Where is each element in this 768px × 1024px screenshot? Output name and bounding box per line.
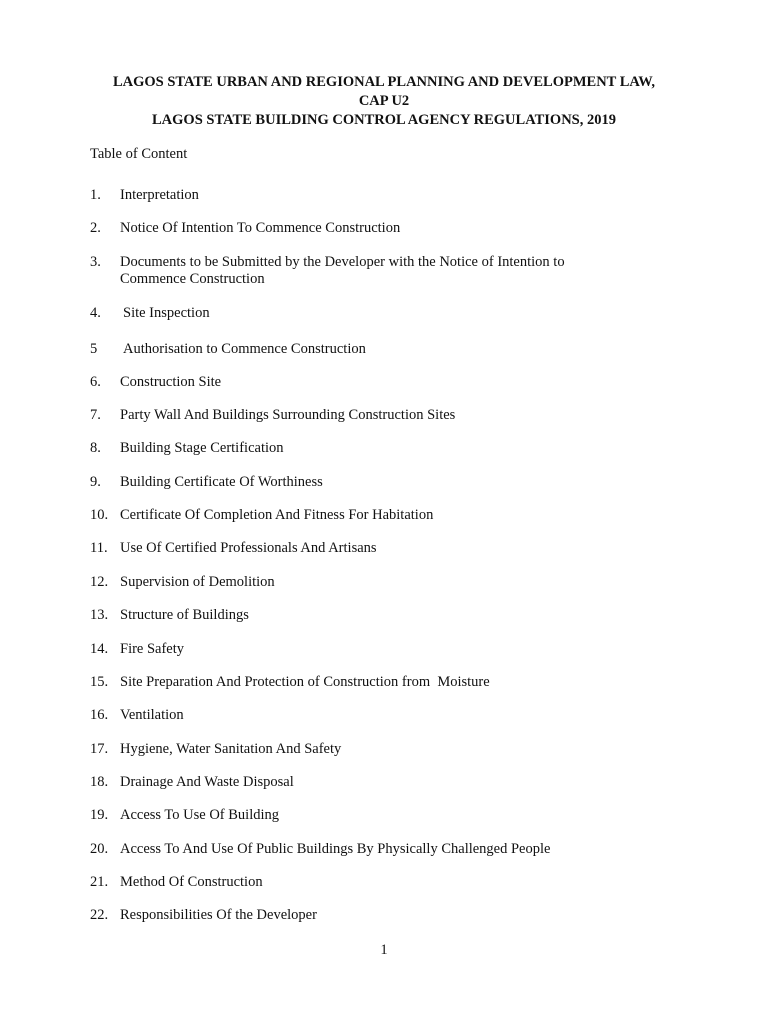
toc-item-number: 14. (90, 641, 109, 657)
toc-item-text: Supervision of Demolition (120, 574, 275, 590)
heading-line-2: CAP U2 (358, 93, 410, 109)
toc-item-text: Party Wall And Buildings Surrounding Construction Sites (120, 407, 456, 423)
toc-item-number: 6. (90, 374, 101, 390)
toc-title: Table of Content (90, 146, 188, 162)
toc-item-text: Interpretation (120, 187, 199, 203)
heading-line-3: LAGOS STATE BUILDING CONTROL AGENCY REGULATIONS, 2019 (152, 112, 616, 128)
document-heading (0, 73, 768, 130)
toc-item-number: 11. (90, 540, 108, 556)
page-number: 1 (380, 942, 388, 958)
toc-item-text: Fire Safety (120, 641, 185, 657)
toc-item-text: Access To And Use Of Public Buildings By Physically Challenged People (120, 841, 551, 857)
toc-item-number: 16. (90, 707, 109, 723)
toc-item-number: 5 (90, 341, 98, 357)
toc-item-number: 13. (90, 607, 109, 623)
toc-item-number: 17. (90, 741, 109, 757)
toc-item-number: 4. (90, 305, 101, 321)
toc-item-text: Notice Of Intention To Commence Construction (120, 220, 401, 236)
toc-item-text: Site Preparation And Protection of Construction from Moisture (120, 674, 490, 690)
toc-item-text: Method Of Construction (120, 874, 263, 890)
toc-item-3 (90, 254, 710, 290)
toc-item-text: Responsibilities Of the Developer (120, 907, 317, 923)
toc-item-text: Hygiene, Water Sanitation And Safety (120, 741, 342, 757)
toc-item-text: Access To Use Of Building (120, 807, 280, 823)
heading-line-1: LAGOS STATE URBAN AND REGIONAL PLANNING AND DEVELOPMENT LAW, (112, 74, 656, 90)
toc-item-text: Construction Site (120, 374, 222, 390)
toc-item-text-continued: Commence Construction (120, 271, 265, 287)
toc-item-number: 22. (90, 907, 109, 923)
toc-item-text: Use Of Certified Professionals And Artisans (120, 540, 377, 556)
toc-item-number: 10. (90, 507, 109, 523)
toc-item-number: 19. (90, 807, 109, 823)
toc-item-number: 3. (90, 254, 101, 270)
toc-item-text: Certificate Of Completion And Fitness For Habitation (120, 507, 434, 523)
toc-item-number: 15. (90, 674, 109, 690)
toc-item-number: 18. (90, 774, 109, 790)
toc-item-number: 12. (90, 574, 109, 590)
toc-item-number: 7. (90, 407, 101, 423)
toc-item-text: Authorisation to Commence Construction (123, 341, 366, 357)
toc-item-text: Ventilation (120, 707, 184, 723)
toc-item-text: Building Stage Certification (120, 440, 284, 456)
toc-item-number: 20. (90, 841, 109, 857)
toc-item-number: 21. (90, 874, 109, 890)
toc-item-number: 8. (90, 440, 101, 456)
toc-item-number: 2. (90, 220, 101, 236)
toc-item-text: Drainage And Waste Disposal (120, 774, 294, 790)
toc-item-text: Site Inspection (123, 305, 210, 321)
toc-item-text: Documents to be Submitted by the Developer with the Notice of Intention to (120, 254, 565, 270)
toc-item-text: Building Certificate Of Worthiness (120, 474, 323, 490)
toc-item-number: 9. (90, 474, 101, 490)
toc-item-number: 1. (90, 187, 101, 203)
toc-item-text: Structure of Buildings (120, 607, 249, 623)
